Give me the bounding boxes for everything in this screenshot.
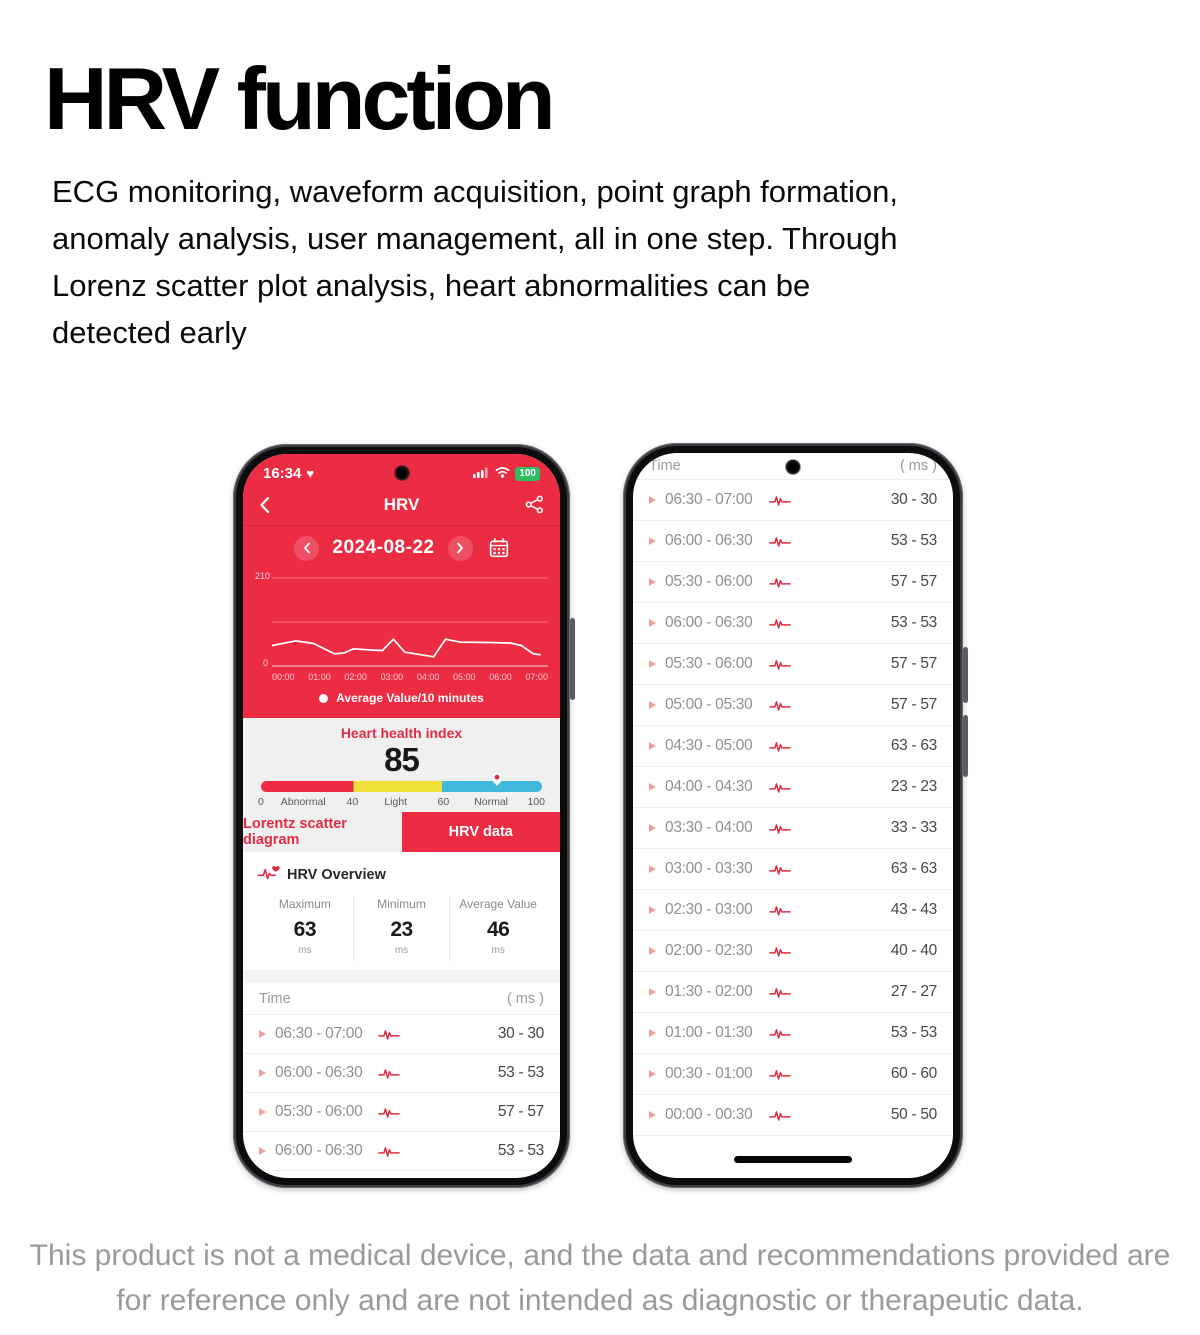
row-value: 57 - 57	[890, 573, 937, 590]
stat-label: Maximum	[278, 897, 331, 911]
table-header-time: Time	[259, 991, 291, 1007]
camera-punch-hole	[395, 466, 409, 480]
ecg-icon	[769, 494, 791, 507]
share-button[interactable]	[525, 495, 544, 519]
overview-stats	[257, 895, 546, 962]
health-index-value: 85	[384, 741, 419, 778]
ecg-icon	[769, 986, 791, 999]
wifi-icon	[495, 465, 510, 482]
row-marker-icon	[649, 988, 656, 996]
row-time: 00:00 - 00:30	[665, 1106, 753, 1123]
row-time: 00:30 - 01:00	[665, 1065, 753, 1082]
ecg-icon	[769, 699, 791, 712]
x-tick-label: 04:00	[416, 672, 440, 682]
row-marker-icon	[649, 1111, 656, 1119]
row-marker-icon	[259, 1108, 266, 1116]
health-index-title: Heart health index	[340, 725, 463, 741]
page-title: HRV function	[44, 49, 552, 148]
table-row[interactable]	[633, 808, 953, 849]
scale-label: 40	[346, 796, 359, 808]
table-row[interactable]	[633, 1054, 953, 1095]
table-row[interactable]	[633, 849, 953, 890]
nav-bar	[243, 486, 560, 526]
row-value: 33 - 33	[890, 819, 937, 836]
table-row[interactable]	[633, 521, 953, 562]
power-button[interactable]	[963, 715, 968, 777]
x-tick-label: 00:00	[272, 672, 295, 682]
stat-value: 63	[293, 918, 317, 941]
table-row[interactable]	[243, 1054, 560, 1093]
row-marker-icon	[649, 742, 656, 750]
table-row[interactable]	[633, 562, 953, 603]
heart-pulse-icon	[257, 865, 280, 884]
stat-value: 46	[487, 918, 510, 941]
right-phone-screen	[633, 453, 953, 1178]
row-value: 30 - 30	[497, 1025, 544, 1042]
row-value: 63 - 63	[890, 860, 937, 877]
screen-title: HRV	[383, 495, 420, 514]
ecg-icon	[378, 1106, 400, 1119]
chart-x-ticks	[272, 670, 548, 682]
ecg-icon	[769, 740, 791, 753]
ecg-icon	[769, 781, 791, 794]
x-tick-label: 02:00	[344, 672, 367, 682]
row-marker-icon	[649, 865, 656, 873]
ecg-icon	[378, 1028, 400, 1041]
y-axis-min-label: 0	[263, 658, 269, 668]
row-value: 63 - 63	[890, 737, 937, 754]
row-marker-icon	[649, 619, 656, 627]
next-day-button[interactable]	[448, 536, 473, 561]
intro-paragraph	[52, 168, 898, 356]
position-pin-icon	[490, 771, 504, 793]
hrv-overview-card	[243, 852, 560, 970]
x-tick-label: 07:00	[525, 672, 548, 682]
ecg-icon	[769, 945, 791, 958]
table-row[interactable]	[633, 1013, 953, 1054]
disclaimer-line: for reference only and are not intended as diagnostic or therapeutic data.	[116, 1284, 1084, 1317]
table-row[interactable]	[633, 890, 953, 931]
row-marker-icon	[649, 1070, 656, 1078]
row-time: 06:30 - 07:00	[275, 1025, 363, 1042]
table-row[interactable]	[243, 1093, 560, 1132]
row-time: 06:00 - 06:30	[665, 532, 753, 549]
row-marker-icon	[649, 824, 656, 832]
camera-punch-hole	[786, 460, 800, 474]
ecg-icon	[769, 822, 791, 835]
row-value: 57 - 57	[890, 655, 937, 672]
home-indicator[interactable]	[734, 1156, 852, 1163]
row-time: 01:30 - 02:00	[665, 983, 753, 1000]
hrv-header-section	[243, 454, 560, 718]
table-header	[243, 983, 560, 1015]
row-time: 05:30 - 06:00	[665, 573, 753, 590]
ecg-icon	[769, 617, 791, 630]
row-time: 05:00 - 05:30	[665, 696, 753, 713]
chart-plot-area	[272, 570, 548, 670]
table-header-time: Time	[649, 458, 681, 474]
row-marker-icon	[649, 496, 656, 504]
overview-title: HRV Overview	[287, 866, 386, 883]
prev-day-button[interactable]	[294, 536, 319, 561]
table-row[interactable]	[633, 931, 953, 972]
battery-icon: 100	[515, 467, 540, 481]
heart-icon: ♥	[306, 466, 315, 481]
row-value: 23 - 23	[890, 778, 937, 795]
row-marker-icon	[649, 906, 656, 914]
row-marker-icon	[649, 947, 656, 955]
left-phone-screen	[243, 454, 560, 1178]
chart-legend	[243, 682, 560, 718]
stat-average	[449, 895, 546, 962]
disclaimer-line: This product is not a medical device, and the data and recommendations provided are	[29, 1239, 1171, 1272]
row-marker-icon	[649, 783, 656, 791]
row-value: 53 - 53	[890, 532, 937, 549]
heart-health-index-panel	[243, 718, 560, 812]
table-row[interactable]	[633, 767, 953, 808]
scale-label: Abnormal	[280, 796, 326, 808]
ecg-icon	[769, 1109, 791, 1122]
row-marker-icon	[259, 1030, 266, 1038]
stat-maximum	[257, 895, 353, 962]
intro-line: ECG monitoring, waveform acquisition, point graph formation,	[52, 174, 899, 209]
row-marker-icon	[259, 1069, 266, 1077]
ecg-icon	[378, 1145, 400, 1158]
row-time: 06:00 - 06:30	[275, 1064, 363, 1081]
row-value: 60 - 60	[890, 1065, 937, 1082]
left-table-rows	[243, 1015, 560, 1171]
row-marker-icon	[649, 701, 656, 709]
row-value: 57 - 57	[497, 1103, 544, 1120]
y-axis-max-label: 210	[255, 571, 271, 581]
right-phone	[623, 443, 963, 1188]
stat-minimum	[353, 895, 450, 962]
stat-value: 23	[390, 918, 413, 941]
ecg-icon	[378, 1067, 400, 1080]
intro-line: anomaly analysis, user management, all in one step. Through	[52, 221, 898, 256]
row-value: 53 - 53	[497, 1064, 544, 1081]
scale-label: 100	[527, 796, 545, 808]
row-time: 01:00 - 01:30	[665, 1024, 753, 1041]
right-phone-bezel	[626, 446, 960, 1185]
tab-hrv-data[interactable]: HRV data	[402, 812, 561, 852]
table-row[interactable]	[243, 1132, 560, 1171]
row-time: 05:30 - 06:00	[275, 1103, 363, 1120]
right-table-rows	[633, 480, 953, 1136]
disclaimer	[0, 1233, 1200, 1323]
stat-label: Average Value	[459, 897, 537, 911]
scale-label: Light	[384, 796, 408, 808]
table-row[interactable]	[633, 685, 953, 726]
table-row[interactable]	[243, 1015, 560, 1054]
ecg-icon	[769, 1068, 791, 1081]
table-header-unit: ( ms )	[899, 458, 937, 474]
x-tick-label: 05:00	[453, 672, 476, 682]
section-divider	[243, 970, 560, 983]
chart-line	[272, 639, 540, 657]
clock-text: 16:34	[263, 465, 302, 482]
ecg-icon	[769, 535, 791, 548]
x-tick-label: 06:00	[489, 672, 512, 682]
intro-line: detected early	[52, 315, 247, 350]
table-row[interactable]	[633, 644, 953, 685]
row-value: 30 - 30	[890, 491, 937, 508]
row-time: 03:30 - 04:00	[665, 819, 753, 836]
row-value: 53 - 53	[497, 1142, 544, 1159]
row-value: 53 - 53	[890, 614, 937, 631]
row-time: 02:30 - 03:00	[665, 901, 753, 918]
date-selector	[243, 526, 560, 570]
row-time: 06:30 - 07:00	[665, 491, 753, 508]
row-value: 53 - 53	[890, 1024, 937, 1041]
scale-label: 0	[258, 796, 264, 808]
ecg-icon	[769, 658, 791, 671]
row-time: 04:30 - 05:00	[665, 737, 753, 754]
row-time: 02:00 - 02:30	[665, 942, 753, 959]
row-time: 05:30 - 06:00	[665, 655, 753, 672]
scale-label: Normal	[474, 796, 508, 808]
signal-icon	[473, 465, 490, 482]
table-row[interactable]	[633, 972, 953, 1013]
ecg-icon	[769, 1027, 791, 1040]
legend-dot-icon	[319, 694, 328, 703]
row-marker-icon	[649, 537, 656, 545]
ecg-icon	[769, 863, 791, 876]
stat-unit: ms	[491, 945, 505, 956]
grade-scale	[257, 795, 546, 812]
calendar-icon[interactable]	[489, 538, 509, 558]
x-tick-label: 01:00	[308, 672, 331, 682]
x-tick-label: 03:00	[380, 672, 404, 682]
table-row[interactable]	[633, 480, 953, 521]
row-marker-icon	[649, 578, 656, 586]
left-phone-bezel	[236, 447, 567, 1185]
row-marker-icon	[649, 1029, 656, 1037]
row-value: 40 - 40	[890, 942, 937, 959]
row-marker-icon	[649, 660, 656, 668]
row-value: 43 - 43	[890, 901, 937, 918]
row-value: 50 - 50	[890, 1106, 937, 1123]
ecg-icon	[769, 576, 791, 589]
table-row[interactable]	[633, 1095, 953, 1136]
tab-bar	[243, 812, 560, 852]
stat-unit: ms	[298, 945, 312, 956]
row-time: 04:00 - 04:30	[665, 778, 753, 795]
legend-label: Average Value/10 minutes	[336, 691, 484, 705]
back-button[interactable]	[259, 496, 270, 519]
row-time: 06:00 - 06:30	[275, 1142, 363, 1159]
table-row[interactable]	[633, 603, 953, 644]
row-value: 27 - 27	[890, 983, 937, 1000]
power-button[interactable]	[570, 618, 575, 700]
intro-line: Lorenz scatter plot analysis, heart abnormalities can be	[52, 268, 811, 303]
ecg-icon	[769, 904, 791, 917]
row-time: 03:00 - 03:30	[665, 860, 753, 877]
row-time: 06:00 - 06:30	[665, 614, 753, 631]
scale-label: 60	[437, 796, 450, 808]
left-phone	[233, 444, 570, 1188]
table-header-unit: ( ms )	[506, 991, 544, 1007]
table-row[interactable]	[633, 726, 953, 767]
tab-lorentz-scatter[interactable]: Lorentz scatter diagram	[243, 812, 402, 852]
volume-button[interactable]	[963, 647, 968, 703]
health-index-bar	[261, 781, 542, 792]
stat-label: Minimum	[377, 897, 426, 911]
hrv-line-chart	[255, 570, 548, 682]
row-marker-icon	[259, 1147, 266, 1155]
row-value: 57 - 57	[890, 696, 937, 713]
date-value[interactable]: 2024-08-22	[332, 537, 435, 558]
stat-unit: ms	[394, 945, 409, 956]
